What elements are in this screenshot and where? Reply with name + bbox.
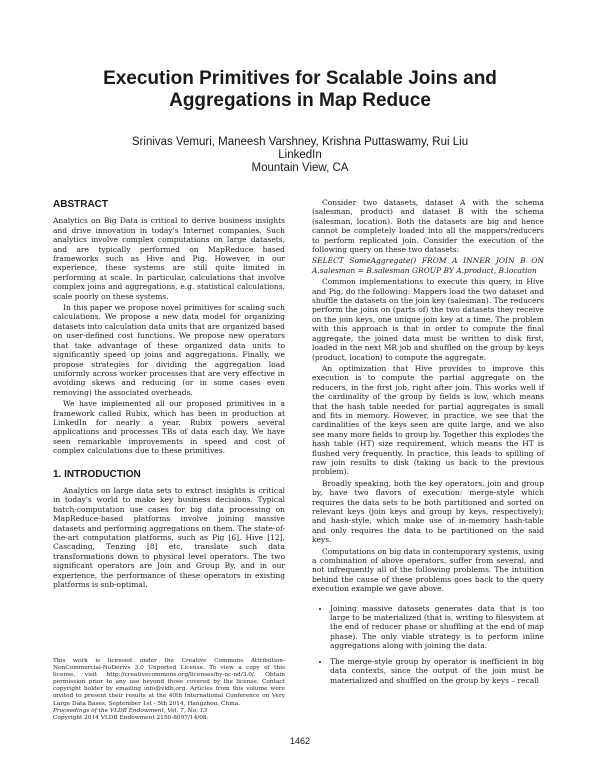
body-paragraph: Computations on big data in contemporary systems, using a combination of above operators, suffer from several, and not infrequently all of the following problems. The intuition behind the cause of these problems goes back to the query execution example we gave above. [312, 546, 544, 594]
license-text: This work is licensed under the Creative Commons Attribution-NonCommercial-NoDerivs 3.0 Unported License. To view a copy of this license, visit http://creativecommons.org/licenses/by-nc-nd/3.0/. Obtain permission prior to any use beyond those covered by the license. Contact copyright holder by emailing info@vldb.org. Articles from this volume were invited to present their results at the 40th International Conference on Very Large Data Bases, September 1st - 5th 2014, Hangzhou, China. [53, 658, 285, 707]
introduction-heading: 1. INTRODUCTION [53, 468, 141, 480]
author-names: Srinivas Vemuri, Maneesh Varshney, Krishna Puttaswamy, Rui Liu [131, 136, 469, 148]
copyright-footnote [53, 658, 285, 722]
author-block [40, 136, 560, 175]
body-paragraph: Common implementations to execute this query, in Hive and Pig, do the following: Mappers load the two dataset and shuffle the datasets on the join key (salesman). The reducers perform the joins on (parts of) the two datasets they receive on the join keys, one unique join key at a time. The problem with this approach is that in order to compute the final aggregate, the joined data must be written to disk first, loaded in the next MR job and shuffled on the group by keys (product, location) to compute the aggregate. [312, 277, 544, 362]
author-location: Mountain View, CA [251, 162, 349, 174]
copyright-line: Copyright 2014 VLDB Endowment 2150-8097/14/08. [53, 714, 209, 721]
body-paragraph: Consider two datasets, dataset A with the schema (salesman, product) and dataset B with the schema (salesman, location). Both the datasets are big and hence cannot be completely loaded into all the mappers/reducers to perform replicated join. Consider the execution of the following query on these two datasets: [312, 198, 544, 255]
author-affiliation: LinkedIn [278, 149, 322, 161]
abstract-heading: ABSTRACT [53, 199, 108, 210]
sql-query: SELECT SomeAggregate() FROM A INNER JOIN B ON A.salesman = B.salesman GROUP BY A.product, B.location [312, 256, 544, 275]
abstract-paragraph: In this paper we propose novel primitives for scaling such calculations. We propose a new data model for organizing datasets into calculation data units that are organized based on user-defined cost functions. We propose new operators that take advantage of these organized data units to significantly speed up joins and aggregations. Finally, we propose strategies for dividing the aggregation load uniformly across worker processes that are very effective in avoiding skews and reducing (or in some cases even removing) the associated overheads. [53, 303, 285, 397]
abstract-paragraph: Analytics on Big Data is critical to derive business insights and drive innovation in today's Internet companies. Such analytics involve complex computations on large datasets, and are typically performed on MapReduce based frameworks such as Hive and Pig. However, in our experience, these systems are still quite limited in performing at scale. In particular, calculations that involve complex joins and aggregations, e.g. statistical calculations, scale poorly on these systems. [53, 216, 285, 301]
body-paragraph: An optimization that Hive provides to improve this execution is to compute the partial aggregate on the reducers, in the first job, right after join. This works well if the cardinality of the group by fields is low, which means that the hash table needed for partial aggregates is small and fits in memory. However, in practice, we see that the cardinalities of the keys seen are quite large, and we also see many more fields to group by. Together this explodes the hash table (HT) size requirement, which means the HT is flushed very frequently. In practice, this leads to spilling of raw join results to disk (taking us back to the previous problem). [312, 363, 544, 477]
body-paragraph: Broadly speaking, both the key operators, join and group by, have two flavors of execution: merge-style which requires the data sets to be both partitioned and sorted on relevant keys (join keys and group by keys, respectively); and hash-style, which make use of in-memory hash-table and only requires the data to be partitioned on the said keys. [312, 478, 544, 545]
problem-list [312, 604, 544, 685]
abstract-paragraph: We have implemented all our proposed primitives in a framework called Rubix, which has been in production at LinkedIn for nearly a year. Rubix powers several applications and processes TBs of data each day. We have seen remarkable improvements in speed and cost of complex calculations due to these primitives. [53, 399, 285, 456]
page-number: 1462 [289, 736, 311, 746]
list-item: • Joining massive datasets generates data that is too large to be materialized (that is, writing to filesystem at the end of reducer phase or shuffling at the end of map phase). The only viable strategy is to perform inline aggregations along with joining the data. [330, 604, 544, 651]
list-item: • The merge-style group by operator is inefficient in big data contexts, since the output of the join must be materialized and shuffled on the group by keys – recall [330, 657, 544, 685]
proceedings-line: Proceedings of the VLDB Endowment, Vol. 7, No. 13 [53, 707, 208, 714]
left-column [53, 200, 285, 591]
right-column [312, 198, 544, 691]
paper-title: Execution Primitives for Scalable Joins and Aggregations in Map Reduce [103, 68, 497, 111]
introduction-paragraph: Analytics on large data sets to extract insights is critical in today's world to make key business decisions. Typical batch-computation use cases for big data processing on MapReduce-based platforms involve joining massive datasets and performing aggregations on them. The state-of-the-art computation platforms, such as Pig [6], Hive [12], Cascading, Tenzing [8] etc, translate such data transformations down to physical level operators. The two significant operators are Join and Group By, and in our experience, the performance of these operators in existing platforms is sub-optimal. [53, 485, 285, 590]
